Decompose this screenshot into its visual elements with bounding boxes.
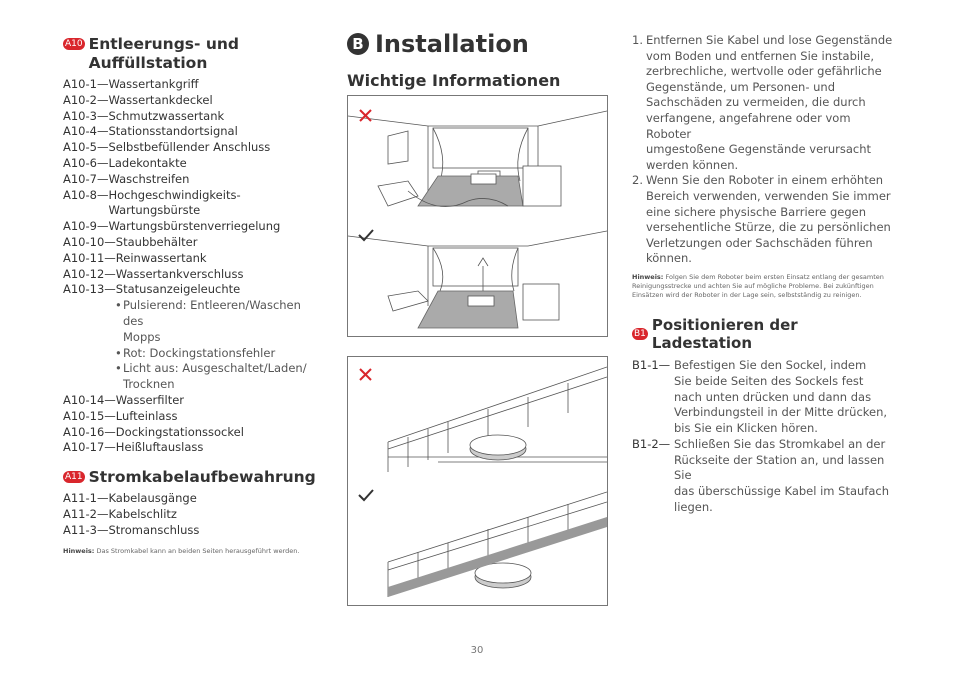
- list-item: [63, 251, 318, 267]
- item-value: [116, 235, 318, 251]
- bullet-dot: •: [115, 298, 122, 313]
- section-b1-heading: [632, 316, 894, 352]
- note-line: [632, 273, 894, 282]
- item-text: Wartungsbürstenverriegelung: [108, 219, 281, 234]
- bullet-dot: •: [115, 361, 122, 376]
- item-key: A10-9—: [63, 219, 109, 234]
- list-item: [63, 267, 318, 283]
- item-value: [116, 282, 318, 298]
- item-text: Waschstreifen: [108, 171, 190, 186]
- text-line: Gegenstände, um Personen- und: [646, 79, 836, 94]
- list-item: [63, 235, 318, 251]
- text-line: vom Boden und entfernen Sie instabile,: [646, 48, 874, 63]
- item-text: Schmutzwassertank: [108, 108, 225, 123]
- step-item: [632, 437, 894, 516]
- section-a11-heading: [63, 468, 318, 487]
- text-line: Verbindungsteil in der Mitte drücken,: [674, 405, 888, 420]
- item-text: Selbstbefüllender Anschluss: [108, 140, 271, 155]
- note-label: Hinweis:: [63, 546, 95, 555]
- list-item: [63, 491, 318, 507]
- list-item: [63, 172, 318, 188]
- item-text: Wassertankgriff: [108, 77, 199, 91]
- bullet-item: [63, 298, 318, 345]
- item-value: [116, 267, 318, 283]
- list-item: [63, 140, 318, 156]
- list-item: [63, 93, 318, 109]
- list-item: [63, 507, 318, 523]
- text-line: nach unten drücken und dann das: [674, 389, 872, 404]
- list-number: 1.: [632, 33, 643, 47]
- list-item: [63, 219, 318, 235]
- item-value: [108, 156, 318, 172]
- item-key: A10-12—: [63, 266, 116, 281]
- page-number: 30: [470, 645, 484, 656]
- item-key: A11-1—: [63, 491, 109, 506]
- step-list: [632, 358, 894, 516]
- list-text: [646, 173, 891, 267]
- bullet-item: [63, 346, 318, 362]
- item-value: [108, 188, 318, 220]
- bullet-line: Licht aus: Ausgeschaltet/Laden/: [123, 361, 307, 376]
- item-value: [108, 507, 318, 523]
- title-text: Installation: [375, 30, 529, 58]
- step-text: [674, 358, 887, 437]
- bullet-text: [123, 361, 307, 393]
- item-text: Kabelschlitz: [108, 506, 177, 521]
- item-text: Wassertankdeckel: [108, 92, 213, 107]
- list-item: [63, 425, 318, 441]
- room-drawing: [348, 96, 607, 336]
- section-badge: B: [347, 33, 369, 55]
- list-item: [63, 109, 318, 125]
- item-value: [108, 93, 318, 109]
- section-badge: B1: [634, 328, 646, 339]
- stairs-drawing: [348, 357, 607, 605]
- item-text: Reinwassertank: [115, 250, 207, 265]
- page-title: [347, 30, 607, 58]
- subtitle: Wichtige Informationen: [347, 71, 561, 90]
- item-value: [108, 491, 318, 507]
- text-line: Bereich verwenden, verwenden Sie immer: [646, 188, 891, 203]
- item-key: A10-5—: [63, 140, 109, 155]
- item-key: A10-11—: [63, 250, 116, 265]
- list-item: [632, 33, 894, 173]
- section-title: Stromkabelaufbewahrung: [88, 468, 316, 487]
- text-line: versehentliche Stürze, die zu persönlichen: [646, 220, 891, 235]
- bullet-line: Pulsierend: Entleeren/Waschen des: [123, 298, 301, 328]
- item-value: [108, 219, 318, 235]
- text-line: umgestoßene Gegenstände verursacht: [646, 142, 872, 157]
- item-value: [116, 440, 318, 456]
- note-text: Das Stromkabel kann an beiden Seiten herausgeführt werden.: [96, 546, 300, 555]
- item-text: Wasserfilter: [115, 392, 185, 407]
- list-item: [63, 440, 318, 456]
- a11-item-list: [63, 491, 318, 538]
- cross-icon: [360, 110, 371, 121]
- list-item: [63, 393, 318, 409]
- note: [63, 547, 318, 556]
- check-icon: [359, 490, 373, 500]
- list-item: [632, 173, 894, 267]
- note-line: [632, 291, 894, 300]
- note-text: Folgen Sie dem Roboter beim ersten Einsatz entlang der gesamten: [665, 272, 884, 281]
- list-item: [63, 523, 318, 539]
- cross-icon: [360, 369, 371, 380]
- note: [632, 273, 894, 300]
- bullet-line: Trocknen: [123, 377, 175, 392]
- list-item: [63, 409, 318, 425]
- bullet-text: [123, 346, 275, 362]
- item-key: A10-16—: [63, 424, 116, 439]
- step-key: B1-1—: [632, 357, 671, 372]
- item-key: A10-7—: [63, 171, 109, 186]
- room-illustration: [347, 95, 608, 337]
- a10-item-list: [63, 77, 318, 456]
- bullet-line: Rot: Dockingstationsfehler: [123, 345, 276, 360]
- note-label: Hinweis:: [632, 272, 664, 281]
- section-title: Positionieren der Ladestation: [651, 315, 798, 352]
- item-key: A10-13—: [63, 282, 116, 297]
- item-value: [108, 523, 318, 539]
- bullet-dot: •: [115, 345, 122, 360]
- section-badge: A11: [65, 472, 83, 483]
- item-value: [108, 124, 318, 140]
- bullet-item: [63, 361, 318, 393]
- text-line: Schließen Sie das Stromkabel an der: [674, 436, 886, 451]
- text-line: bis Sie ein Klicken hören.: [674, 421, 818, 436]
- text-line: Entfernen Sie Kabel und lose Gegenstände: [646, 33, 893, 47]
- section-a10-heading: [63, 35, 318, 73]
- item-key: A10-2—: [63, 92, 109, 107]
- item-value: [116, 393, 318, 409]
- item-value: [116, 251, 318, 267]
- left-column: [63, 35, 318, 556]
- item-text: Stationsstandortsignal: [108, 124, 238, 139]
- item-key: A10-10—: [63, 234, 116, 249]
- text-line: das überschüssige Kabel im Staufach: [674, 484, 890, 499]
- instruction-list: [632, 33, 894, 267]
- item-text-cont: Wartungsbürste: [108, 203, 201, 218]
- item-text: Dockingstationssockel: [115, 424, 244, 439]
- item-key: A11-3—: [63, 522, 109, 537]
- item-key: A10-3—: [63, 108, 109, 123]
- item-key: A10-6—: [63, 155, 109, 170]
- section-badge: A10: [65, 39, 83, 49]
- item-key: A10-17—: [63, 440, 116, 455]
- item-key: A10-1—: [63, 77, 109, 91]
- note-text: Reinigungsstrecke und achten Sie auf mögliche Probleme. Bei zukünftigen: [632, 281, 874, 290]
- middle-column: [347, 30, 607, 90]
- text-line: können.: [646, 251, 692, 266]
- step-text: [674, 437, 894, 516]
- item-text: Kabelausgänge: [108, 491, 197, 506]
- item-value: [108, 140, 318, 156]
- item-value: [116, 409, 318, 425]
- bullet-text: [123, 298, 318, 345]
- step-item: [632, 358, 894, 437]
- item-text: Lufteinlass: [115, 408, 178, 423]
- step-key: B1-2—: [632, 436, 671, 451]
- item-value: [108, 109, 318, 125]
- list-item: [63, 156, 318, 172]
- text-line: liegen.: [674, 500, 713, 515]
- text-line: zerbrechliche, wertvolle oder gefährliche: [646, 64, 882, 79]
- item-text: Wassertankverschluss: [115, 266, 244, 281]
- list-item: [63, 124, 318, 140]
- text-line: Sie beide Seiten des Sockels fest: [674, 373, 864, 388]
- bullet-line: Mopps: [123, 329, 161, 344]
- list-number: 2.: [632, 173, 643, 188]
- note-text: Einsätzen wird der Roboter in der Lage sein, selbstständig zu reinigen.: [632, 290, 862, 299]
- item-text: Staubbehälter: [115, 234, 198, 249]
- list-item: [63, 77, 318, 93]
- text-line: Rückseite der Station an, und lassen Sie: [674, 452, 885, 483]
- item-key: A11-2—: [63, 506, 109, 521]
- text-line: Wenn Sie den Roboter in einem erhöhten: [646, 173, 884, 188]
- note-line: [632, 282, 894, 291]
- text-line: Verletzungen oder Sachschäden führen: [646, 235, 873, 250]
- item-text: Ladekontakte: [108, 155, 187, 170]
- item-value: [108, 172, 318, 188]
- item-key: A10-14—: [63, 392, 116, 407]
- text-line: eine sichere physische Barriere gegen: [646, 204, 866, 219]
- item-text: Heißluftauslass: [115, 440, 204, 455]
- list-text: [646, 33, 894, 173]
- item-key: A10-15—: [63, 408, 116, 423]
- right-column: [632, 33, 894, 516]
- list-item: [63, 188, 318, 220]
- text-line: werden können.: [646, 157, 739, 172]
- item-value: [116, 425, 318, 441]
- item-key: A10-4—: [63, 124, 109, 139]
- section-title: Entleerungs- und Auffüllstation: [88, 35, 240, 72]
- text-line: Sachschäden zu vermeiden, die durch: [646, 95, 866, 110]
- text-line: verfangene, angefahrene oder vom Roboter: [646, 110, 851, 141]
- stairs-illustration: [347, 356, 608, 606]
- item-key: A10-8—: [63, 187, 109, 202]
- item-text: Statusanzeigeleuchte: [115, 282, 241, 297]
- item-text: Hochgeschwindigkeits-: [108, 187, 241, 202]
- item-text: Stromanschluss: [108, 522, 200, 537]
- list-item: [63, 282, 318, 298]
- text-line: Befestigen Sie den Sockel, indem: [674, 357, 867, 372]
- item-value: [108, 77, 318, 93]
